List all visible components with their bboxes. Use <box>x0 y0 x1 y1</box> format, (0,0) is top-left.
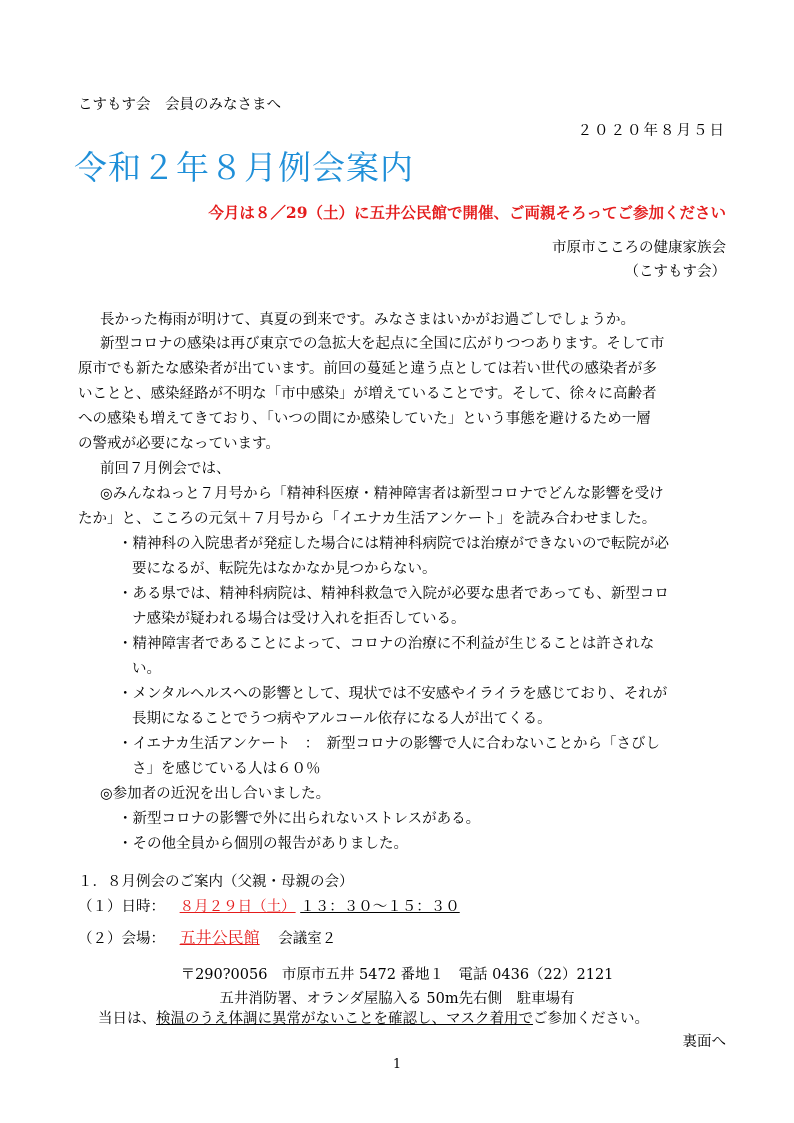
list-item: ・その他全員から個別の報告がありました。 <box>118 836 408 852</box>
list-item-continuation: 長期になることでうつ病やアルコール依存になる人が出てくる。 <box>132 711 552 727</box>
datetime-time: １３：３０〜１５：３０ <box>300 899 460 915</box>
paragraph-1: 長かった梅雨が明けて、真夏の到来です。みなさまはいかがお過ごしでしょうか。 <box>100 312 636 328</box>
notice-suffix: ご参加ください。 <box>533 1011 649 1027</box>
salutation: こすもす会 会員のみなさまへ <box>78 97 281 113</box>
paragraph-2-line: 新型コロナの感染は再び東京での急拡大を起点に全国に広がりつつあります。そして市 <box>100 336 665 352</box>
page-number: 1 <box>392 1057 402 1072</box>
document-date: ２０２０年８月５日 <box>577 123 726 139</box>
venue-label: （２）会場： <box>78 931 165 947</box>
list-item: ・新型コロナの影響で外に出られないストレスがある。 <box>118 811 481 827</box>
document-subtitle: 今月は８／29（土）に五井公民館で開催、ご両親そろってご参加ください <box>208 203 726 222</box>
organization-name: 市原市こころの健康家族会 <box>552 240 726 256</box>
paragraph-5: ◎参加者の近況を出し合いました。 <box>100 786 331 802</box>
continued-on-back: 裏面へ <box>682 1034 726 1050</box>
list-item-continuation: い。 <box>132 661 161 677</box>
section-heading: １．８月例会のご案内（父親・母親の会） <box>78 874 354 890</box>
paragraph-3: 前回７月例会では、 <box>100 461 231 477</box>
notice-underlined: 検温のうえ体調に異常がないことを確認し、マスク着用で <box>156 1011 533 1027</box>
paragraph-2-line: いことと、感染経路が不明な「市中感染」が増えていることです。そして、徐々に高齢者 <box>78 386 657 402</box>
paragraph-4-line: たか」と、こころの元気＋７月号から「イエナカ生活アンケート」を読み合わせました。 <box>78 511 657 527</box>
paragraph-2-line: への感染も増えてきており、「いつの間にか感染していた」という事態を避けるため一層 <box>78 411 651 427</box>
venue-room: 会議室２ <box>278 931 337 947</box>
paragraph-4-line: ◎みんなねっと７月号から「精神科医療・精神障害者は新型コロナでどんな影響を受け <box>100 486 664 502</box>
document-title: 令和２年８月例会案内 <box>74 148 414 187</box>
list-item: ・メンタルヘルスへの影響として、現状では不安感やイライラを感じており、それが <box>118 686 668 702</box>
paragraph-2-line: の警戒が必要になっています。 <box>78 436 280 452</box>
list-item: ・精神障害者であることによって、コロナの治療に不利益が生じることは許されな <box>118 636 655 652</box>
list-item: ・精神科の入院患者が発症した場合には精神科病院では治療ができないので転院が必 <box>118 536 669 552</box>
datetime-label: （１）日時： <box>78 899 165 915</box>
list-item: ・イエナカ生活アンケート ： 新型コロナの影響で人に合わないことから「さびし <box>118 736 661 752</box>
datetime-row <box>78 895 460 920</box>
list-item-continuation: 要になるが、転院先はなかなか見つからない。 <box>132 561 437 577</box>
list-item-continuation: さ」を感じている人は６０％ <box>132 761 321 777</box>
venue-name: 五井公民館 <box>179 928 260 947</box>
list-item: ・ある県では、精神科病院は、精神科救急で入院が必要な患者であっても、新型コロ <box>118 586 669 602</box>
datetime-date: ８月２９日（土） <box>179 899 296 915</box>
notice-prefix: 当日は、 <box>98 1011 156 1027</box>
venue-address: 〒290?0056 市原市五井 5472 番地１ 電話 0436（22）2121 <box>180 967 614 983</box>
paragraph-2-line: 原市でも新たな感染者が出ています。前回の蔓延と違う点としては若い世代の感染者が多 <box>78 361 657 377</box>
attendance-notice <box>98 1007 649 1028</box>
organization-alias: （こすもす会） <box>624 264 726 280</box>
list-item-continuation: ナ感染が疑われる場合は受け入れを拒否している。 <box>132 611 466 627</box>
venue-row <box>78 925 336 948</box>
venue-directions: 五井消防署、オランダ屋脇入る 50m先右側 駐車場有 <box>219 991 575 1007</box>
